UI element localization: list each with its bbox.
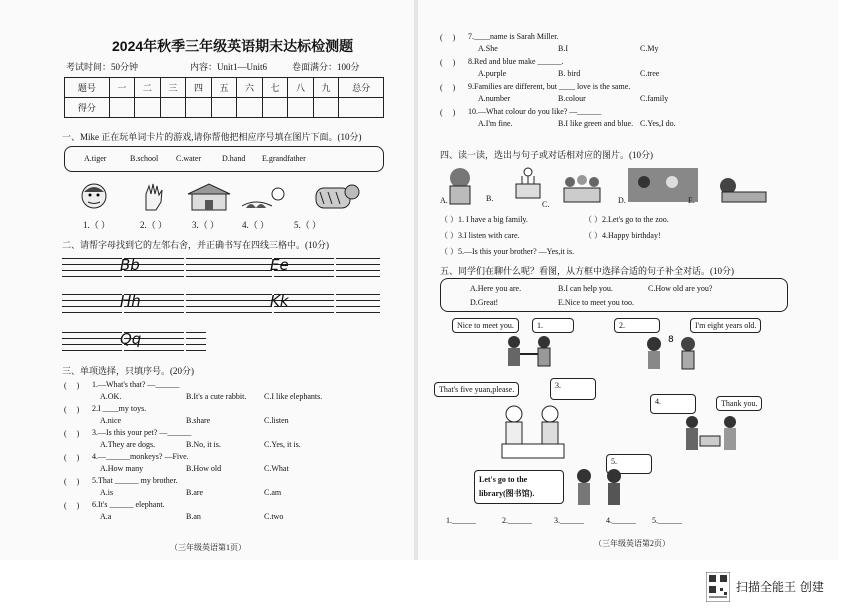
answer-bracket[interactable]: ( ) <box>440 58 456 67</box>
section5-heading: 五、同学们在聊什么呢？看图，从方框中选择合适的句子补全对话。(10分) <box>440 266 734 276</box>
score-cell[interactable] <box>160 98 186 118</box>
four-line-grid[interactable] <box>336 258 380 282</box>
table-cell: 六 <box>237 78 263 98</box>
section4-heading: 四、读一读，选出与句子或对话相对应的图片。(10分) <box>440 150 653 160</box>
pic-c-big-family <box>564 175 600 202</box>
answer-bracket[interactable]: ( ) <box>64 381 80 390</box>
option-text: A.I'm fine. <box>478 119 513 128</box>
exam-time: 考试时间：50分钟 <box>66 62 139 72</box>
option-text: C.family <box>640 94 669 103</box>
table-cell: 题号 <box>65 78 110 98</box>
answer-bubble[interactable]: 3. <box>550 378 596 400</box>
tiger-picture <box>316 185 359 208</box>
letter-pair: Ee <box>270 256 289 274</box>
question-text: 6.It's ______ elephant. <box>92 500 165 509</box>
scene-5-library <box>568 468 638 510</box>
page-1 <box>0 0 415 560</box>
answer-bracket[interactable]: ( ) <box>440 83 456 92</box>
qr-code-icon <box>706 572 730 602</box>
answer-bubble[interactable]: 5. <box>606 454 652 474</box>
section3-heading: 三、单项选择，只填序号。(20分) <box>62 366 194 376</box>
option-text: B.are <box>186 488 204 497</box>
page-footer: （三年级英语第1页） <box>170 543 246 552</box>
option-text: B.I like green and blue. <box>558 119 634 128</box>
dialogue-option: E.Nice to meet you too. <box>558 298 634 307</box>
table-cell: 三 <box>160 78 186 98</box>
word-option: A.tiger <box>84 154 107 163</box>
score-cell[interactable] <box>211 98 237 118</box>
option-text: B. bird <box>558 69 581 78</box>
letter-pair: Qq <box>120 330 142 348</box>
option-text: C.am <box>264 488 282 497</box>
table-cell: 五 <box>211 78 237 98</box>
answer-bubble[interactable]: 4. <box>650 394 696 414</box>
scene-4-help <box>682 414 742 464</box>
question-text: 1.—What's that? —______ <box>92 380 180 389</box>
table-cell: 九 <box>313 78 339 98</box>
question-text: 4.—______monkeys? —Five. <box>92 452 189 461</box>
table-cell: 四 <box>186 78 212 98</box>
option-text: A.a <box>100 512 112 521</box>
answer-bracket[interactable]: ( ) <box>64 453 80 462</box>
question-text: 7.____name is Sarah Miller. <box>468 32 559 41</box>
four-line-grid[interactable] <box>62 332 122 356</box>
hand-picture <box>146 184 162 210</box>
answer-bubble[interactable]: 1. <box>532 318 574 333</box>
match-item[interactable]: （ ）1. I have a big family. <box>440 215 528 224</box>
section2-heading: 二、请帮字母找到它的左邻右舍，并正确书写在四线三格中。(10分) <box>62 240 329 250</box>
option-text: A.is <box>100 488 114 497</box>
letter-pair: Hh <box>120 292 141 310</box>
scanner-watermark <box>706 570 856 604</box>
dialogue-option: A.Here you are. <box>470 284 522 293</box>
pic-label: A. <box>440 196 448 205</box>
match-item[interactable]: （ ）2.Let's go to the zoo. <box>584 215 669 224</box>
speech-bubble: Nice to meet you. <box>452 318 519 333</box>
dialogue-answer[interactable]: 3.______ <box>554 516 584 525</box>
pic-label: D. <box>618 196 626 205</box>
question-text: 2.I ____my toys. <box>92 404 147 413</box>
option-text: A.How many <box>100 464 144 473</box>
option-text: B.an <box>186 512 201 521</box>
option-text: B.How old <box>186 464 222 473</box>
word-option: B.school <box>130 154 159 163</box>
letter-pair: Kk <box>270 292 289 310</box>
scene-1-handshake <box>500 334 560 374</box>
question-text: 8.Red and blue make ______. <box>468 57 564 66</box>
score-cell[interactable] <box>288 98 314 118</box>
answer-bracket[interactable]: ( ) <box>64 501 80 510</box>
option-text: B.No, it is. <box>186 440 221 449</box>
school-picture <box>188 184 230 210</box>
option-text: B.colour <box>558 94 586 103</box>
speech-bubble: That's five yuan,please. <box>434 382 519 397</box>
four-line-grid[interactable] <box>212 294 272 318</box>
answer-blank[interactable]: 5.（ ） <box>294 220 322 230</box>
score-cell[interactable] <box>135 98 161 118</box>
option-text: C.tree <box>640 69 660 78</box>
exam-content: 内容：Unit1—Unit6 <box>190 62 268 72</box>
score-cell[interactable] <box>339 98 384 118</box>
dialogue-answer[interactable]: 4.______ <box>606 516 636 525</box>
score-cell[interactable] <box>313 98 339 118</box>
dialogue-option: C.How old are you? <box>648 284 713 293</box>
pic-label: C. <box>542 200 550 209</box>
score-table-score-row <box>65 98 384 118</box>
grandfather-picture <box>82 184 106 208</box>
table-cell: 七 <box>262 78 288 98</box>
svg-text:8: 8 <box>668 335 674 345</box>
answer-bracket[interactable]: ( ) <box>64 429 80 438</box>
option-text: C.What <box>264 464 289 473</box>
word-pictures <box>76 180 376 214</box>
dialogue-option: D.Great! <box>470 298 499 307</box>
four-line-grid[interactable] <box>336 294 380 318</box>
question-text: 10.—What colour do you like? —______ <box>468 107 602 116</box>
score-cell[interactable] <box>237 98 263 118</box>
answer-blank[interactable]: 1.（ ） <box>83 220 111 230</box>
option-text: C.I like elephants. <box>264 392 323 401</box>
word-option: C.water <box>176 154 202 163</box>
answer-bracket[interactable]: ( ) <box>440 108 456 117</box>
table-cell: 八 <box>288 78 314 98</box>
option-text: A.They are dogs. <box>100 440 156 449</box>
speech-bubble: I'm eight years old. <box>690 318 761 333</box>
exam-score: 卷面满分：100分 <box>292 62 360 72</box>
option-text: B.share <box>186 416 211 425</box>
dialogue-answer[interactable]: 5.______ <box>652 516 682 525</box>
option-text: B.I <box>558 44 568 53</box>
score-table-header-row <box>65 78 384 98</box>
option-text: A.purple <box>478 69 507 78</box>
dialogue-option: B.I can help you. <box>558 284 613 293</box>
section1-heading: 一、Mike 正在玩单词卡片的游戏,请你帮他把相应序号填在图片下面。(10分) <box>62 132 362 142</box>
answer-blank[interactable]: 2.（ ） <box>140 220 168 230</box>
watermark-text: 扫描全能王 创建 <box>736 580 824 594</box>
score-cell[interactable] <box>262 98 288 118</box>
option-text: B.It's a cute rabbit. <box>186 392 247 401</box>
table-cell: 一 <box>109 78 135 98</box>
answer-bracket[interactable]: ( ) <box>64 477 80 486</box>
dialogue-answer[interactable]: 1.______ <box>446 516 476 525</box>
letter-pair: Bb <box>120 256 140 274</box>
table-cell: 总分 <box>339 78 384 98</box>
score-cell[interactable] <box>186 98 212 118</box>
water-picture <box>242 188 284 208</box>
answer-blank[interactable]: 3.（ ） <box>192 220 220 230</box>
dialogue-answer[interactable]: 2.______ <box>502 516 532 525</box>
question-text: 3.—Is this your pet? —______ <box>92 428 192 437</box>
score-cell[interactable] <box>109 98 135 118</box>
speech-bubble: Thank you. <box>716 396 762 411</box>
page-2 <box>418 0 838 560</box>
match-item[interactable]: （ ）3.I listen with care. <box>440 231 520 240</box>
scene-2-age <box>640 334 700 374</box>
exam-title: 2024年秋季三年级英语期末达标检测题 <box>112 38 354 54</box>
option-text: C.two <box>264 512 284 521</box>
speech-bubble: Let's go to the library(图书馆). <box>474 470 564 504</box>
four-line-grid[interactable] <box>186 332 206 356</box>
option-text: C.listen <box>264 416 289 425</box>
option-text: A.She <box>478 44 498 53</box>
match-item[interactable]: （ ）5.—Is this your brother? —Yes,it is. <box>440 247 575 256</box>
option-text: C.My <box>640 44 659 53</box>
four-line-grid[interactable] <box>62 258 122 282</box>
option-text: A.number <box>478 94 511 103</box>
table-cell: 二 <box>135 78 161 98</box>
option-text: C.Yes,I do. <box>640 119 676 128</box>
pic-label: B. <box>486 194 494 203</box>
word-option: E.grandfather <box>262 154 306 163</box>
question-text: 9.Families are different, but ____ love is the same. <box>468 82 631 91</box>
pic-label: E. <box>688 196 695 205</box>
question-text: 5.That ______ my brother. <box>92 476 178 485</box>
pic-b-birthday-cake <box>516 168 540 198</box>
answer-bubble[interactable]: 2. <box>614 318 660 333</box>
pic-a-listening-girl <box>450 168 470 204</box>
answer-blank[interactable]: 4.（ ） <box>242 220 270 230</box>
option-text: C.Yes, it is. <box>264 440 301 449</box>
answer-bracket[interactable]: ( ) <box>440 33 456 42</box>
pic-e-zoo <box>720 178 766 202</box>
option-text: A.nice <box>100 416 122 425</box>
answer-bracket[interactable]: ( ) <box>64 405 80 414</box>
four-line-grid[interactable] <box>62 294 122 318</box>
scene-3-shop <box>494 404 574 462</box>
four-line-grid[interactable] <box>212 258 272 282</box>
option-text: A.OK. <box>100 392 122 401</box>
page-footer: （三年级英语第2页） <box>594 539 670 548</box>
score-table <box>64 77 384 118</box>
table-cell: 得分 <box>65 98 110 118</box>
match-item[interactable]: （ ）4.Happy birthday! <box>584 231 661 240</box>
word-option: D.hand <box>222 154 246 163</box>
